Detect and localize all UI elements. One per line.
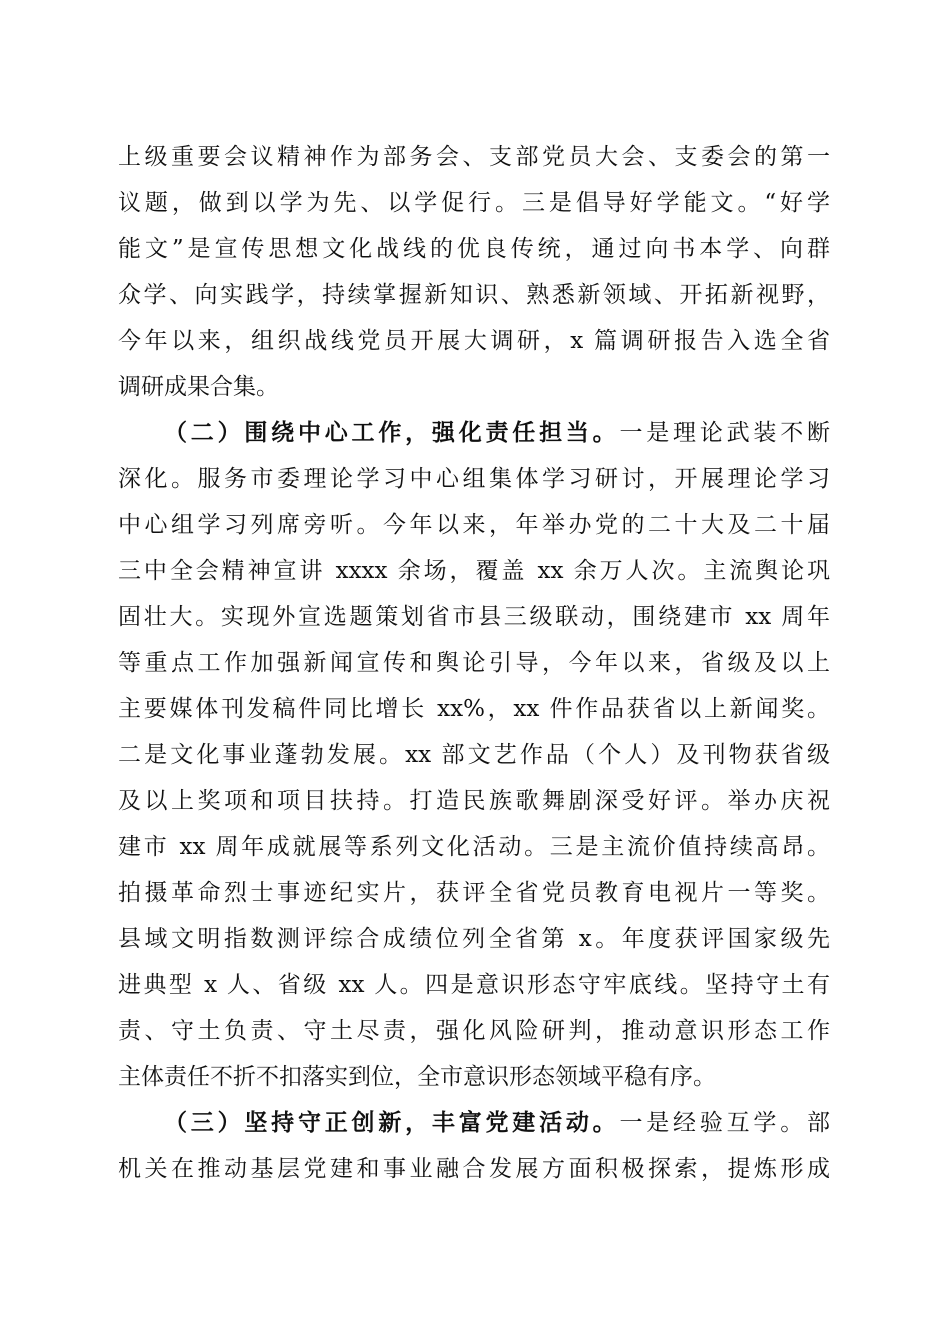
text-line: 县域文明指数测评综合成绩位列全省第 x。年度获评国家级先 xyxy=(118,926,830,952)
body-text xyxy=(118,134,830,1192)
text-line: 二是文化事业蓬勃发展。xx 部文艺作品（个人）及刊物获省级 xyxy=(118,742,830,768)
section-three-heading-line xyxy=(118,1100,830,1146)
section-two-lead: 一是理论武装不断 xyxy=(619,420,830,446)
text-line: 主体责任不折不扣落实到位，全市意识形态领域平稳有序。 xyxy=(118,1064,716,1090)
text-line: 中心组学习列席旁听。今年以来，年举办党的二十大及二十届 xyxy=(118,512,830,538)
text-line: 固壮大。实现外宣选题策划省市县三级联动，围绕建市 xx 周年 xyxy=(118,604,830,630)
text-line: 主要媒体刊发稿件同比增长 xx%，xx 件作品获省以上新闻奖。 xyxy=(118,696,830,722)
section-two-heading-line xyxy=(118,410,830,456)
text-line: 今年以来，组织战线党员开展大调研，x 篇调研报告入选全省 xyxy=(118,328,830,354)
text-line: 进典型 x 人、省级 xx 人。四是意识形态守牢底线。坚持守土有 xyxy=(118,972,830,998)
text-line: 责、守土负责、守土尽责，强化风险研判，推动意识形态工作 xyxy=(118,1018,830,1044)
text-line: 三中全会精神宣讲 xxxx 余场，覆盖 xx 余万人次。主流舆论巩 xyxy=(118,558,830,584)
section-two-title: （二）围绕中心工作，强化责任担当。 xyxy=(164,419,620,446)
text-line: 调研成果合集。 xyxy=(118,374,279,400)
text-line: 众学、向实践学，持续掌握新知识、熟悉新领域、开拓新视野， xyxy=(118,282,830,308)
text-line: 上级重要会议精神作为部务会、支部党员大会、支委会的第一 xyxy=(118,144,830,170)
text-line: 能文”是宣传思想文化战线的优良传统，通过向书本学、向群 xyxy=(118,236,830,262)
text-line: 议题，做到以学为先、以学促行。三是倡导好学能文。“好学 xyxy=(118,190,830,216)
text-line: 拍摄革命烈士事迹纪实片，获评全省党员教育电视片一等奖。 xyxy=(118,880,830,906)
text-line: 深化。服务市委理论学习中心组集体学习研讨，开展理论学习 xyxy=(118,466,830,492)
text-line: 及以上奖项和项目扶持。打造民族歌舞剧深受好评。举办庆祝 xyxy=(118,788,830,814)
text-line: 等重点工作加强新闻宣传和舆论引导，今年以来，省级及以上 xyxy=(118,650,830,676)
text-line: 机关在推动基层党建和事业融合发展方面积极探索，提炼形成 xyxy=(118,1156,830,1182)
section-three-title: （三）坚持守正创新，丰富党建活动。 xyxy=(164,1109,620,1136)
text-line: 建市 xx 周年成就展等系列文化活动。三是主流价值持续高昂。 xyxy=(118,834,830,860)
section-three-lead: 一是经验互学。部 xyxy=(619,1110,830,1136)
